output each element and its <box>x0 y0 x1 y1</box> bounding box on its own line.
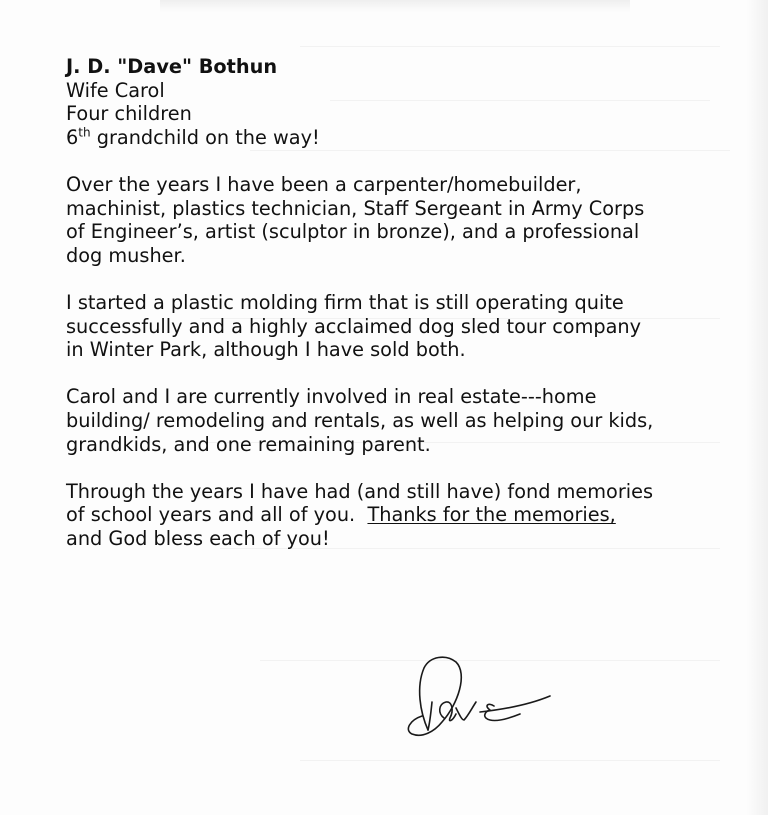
grandchild-text: grandchild on the way! <box>90 125 320 149</box>
spouse-line: Wife Carol <box>66 78 165 102</box>
handwritten-signature <box>398 652 568 752</box>
paragraph-line: successfully and a highly acclaimed dog sled tour company <box>66 314 642 338</box>
page-edge-shadow <box>746 0 768 815</box>
paragraph-line: grandkids, and one remaining parent. <box>66 432 431 456</box>
author-name: J. D. "Dave" Bothun <box>66 55 278 78</box>
paragraph-line: and God bless each of you! <box>66 526 330 550</box>
paragraph-line: Over the years I have been a carpenter/homebuilder, <box>66 172 582 196</box>
paragraph-line: Through the years I have had (and still have) fond memories <box>66 479 654 503</box>
grandchild-number: 6 <box>66 125 79 149</box>
paragraph-line <box>66 503 736 527</box>
paragraph-line: I started a plastic molding firm that is still operating quite <box>66 290 624 314</box>
thanks-underlined-text: Thanks for the memories, <box>367 503 616 527</box>
scan-bleed-through <box>160 0 630 12</box>
paragraph-line: Carol and I are currently involved in real estate---home <box>66 385 597 409</box>
scan-bleed-line <box>300 760 720 761</box>
grandchild-line <box>66 126 736 150</box>
closing-text: of school years and all of you. <box>66 503 368 527</box>
paragraph-line: building/ remodeling and rentals, as well as helping our kids, <box>66 408 654 432</box>
letter-body <box>66 55 736 550</box>
current-activities-paragraph <box>66 385 736 456</box>
closing-paragraph <box>66 480 736 551</box>
paragraph-line: of Engineer’s, artist (sculptor in bronze), and a professional <box>66 220 640 244</box>
grandchild-ordinal-suffix: th <box>78 125 91 140</box>
paragraph-line: machinist, plastics technician, Staff Sergeant in Army Corps <box>66 196 645 220</box>
children-line: Four children <box>66 102 192 126</box>
scan-bleed-line <box>300 46 720 47</box>
career-paragraph <box>66 173 736 267</box>
business-paragraph <box>66 291 736 362</box>
paragraph-line: in Winter Park, although I have sold both. <box>66 338 466 362</box>
paragraph-line: dog musher. <box>66 243 186 267</box>
